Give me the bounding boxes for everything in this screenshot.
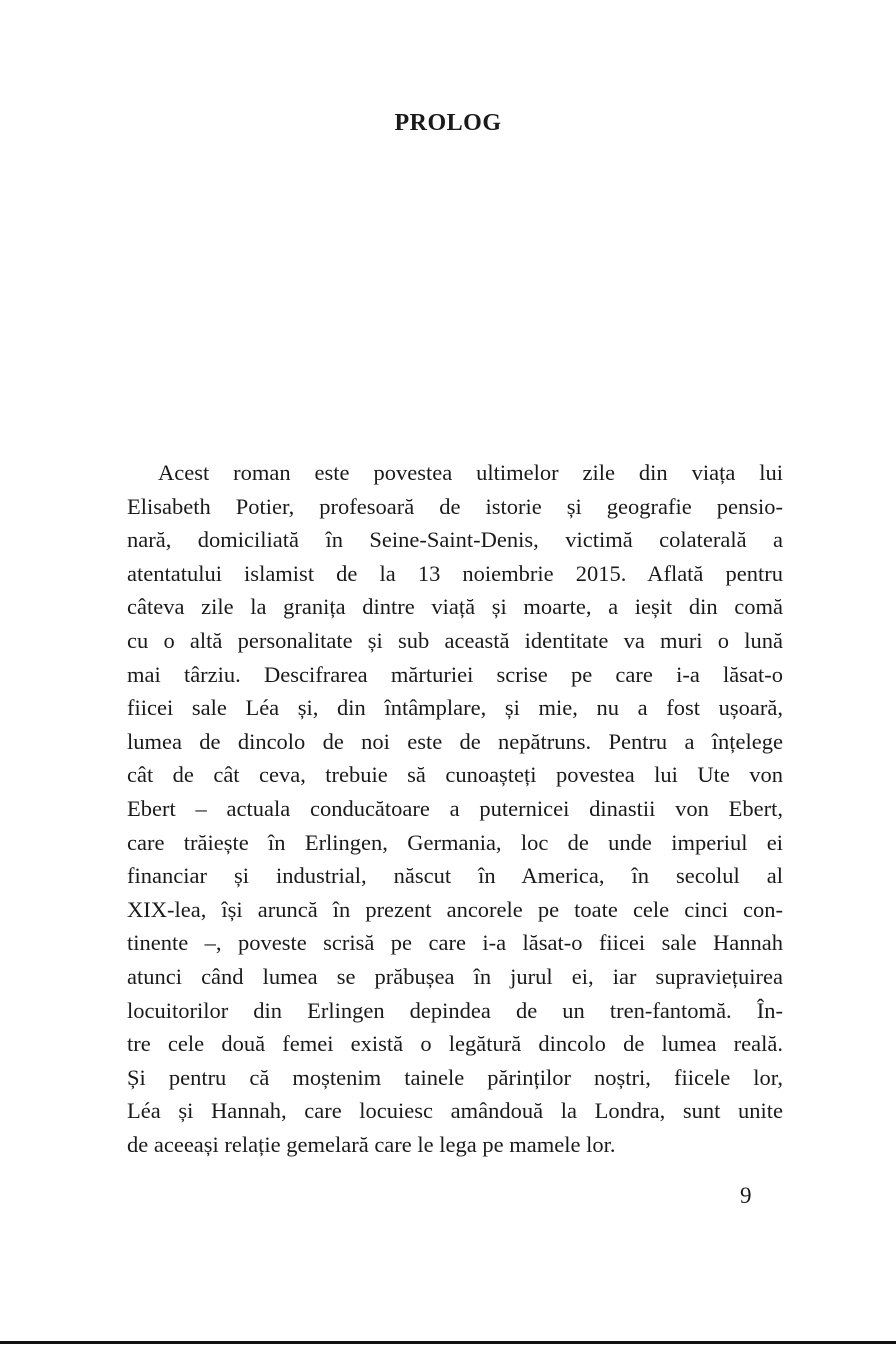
page-bottom-border (0, 1341, 896, 1344)
text-line: Léa și Hannah, care locuiesc amândouă la Londra, sunt unite (127, 1098, 783, 1124)
text-line: financiar și industrial, născut în America, în secolul al (127, 863, 783, 889)
text-line: lumea de dincolo de noi este de nepătruns. Pentru a înțelege (127, 728, 783, 754)
text-line: Ebert – actuala conducătoare a puternicei dinastii von Ebert, (127, 795, 783, 821)
text-line: de aceeași relație gemelară care le lega pe mamele lor. (127, 1131, 616, 1157)
text-line: mai târziu. Descifrarea mărturiei scrise pe care i-a lăsat-o (127, 661, 783, 687)
text-line: cu o altă personalitate și sub această identitate va muri o lună (127, 627, 783, 653)
text-line: tinente –, poveste scrisă pe care i-a lăsat-o fiicei sale Hannah (127, 930, 783, 956)
text-line: XIX-lea, își aruncă în prezent ancorele pe toate cele cinci con- (127, 896, 783, 922)
text-line: tre cele două femei există o legătură dincolo de lumea reală. (127, 1031, 783, 1057)
text-line: Și pentru că moștenim tainele părinților noștri, fiicele lor, (127, 1064, 783, 1090)
text-line: câteva zile la granița dintre viață și moarte, a ieșit din comă (127, 594, 783, 620)
text-line: locuitorilor din Erlingen depindea de un tren-fantomă. În- (127, 997, 783, 1023)
text-line: cât de cât ceva, trebuie să cunoașteți povestea lui Ute von (127, 762, 783, 788)
page-number: 9 (740, 1183, 752, 1208)
text-line: nară, domiciliată în Seine-Saint-Denis, victimă colaterală a (127, 527, 783, 553)
chapter-title: PROLOG (394, 110, 502, 136)
prologue-paragraph (127, 456, 783, 1161)
text-line: atunci când lumea se prăbușea în jurul ei, iar supraviețuirea (127, 963, 783, 989)
text-line: Elisabeth Potier, profesoară de istorie și geografie pensio- (127, 493, 783, 519)
text-line: Acest roman este povestea ultimelor zile din viața lui (158, 460, 783, 485)
text-line: atentatului islamist de la 13 noiembrie 2015. Aflată pentru (127, 560, 783, 586)
text-line: care trăiește în Erlingen, Germania, loc de unde imperiul ei (127, 829, 783, 855)
text-line: fiicei sale Léa și, din întâmplare, și mie, nu a fost ușoară, (127, 695, 783, 721)
